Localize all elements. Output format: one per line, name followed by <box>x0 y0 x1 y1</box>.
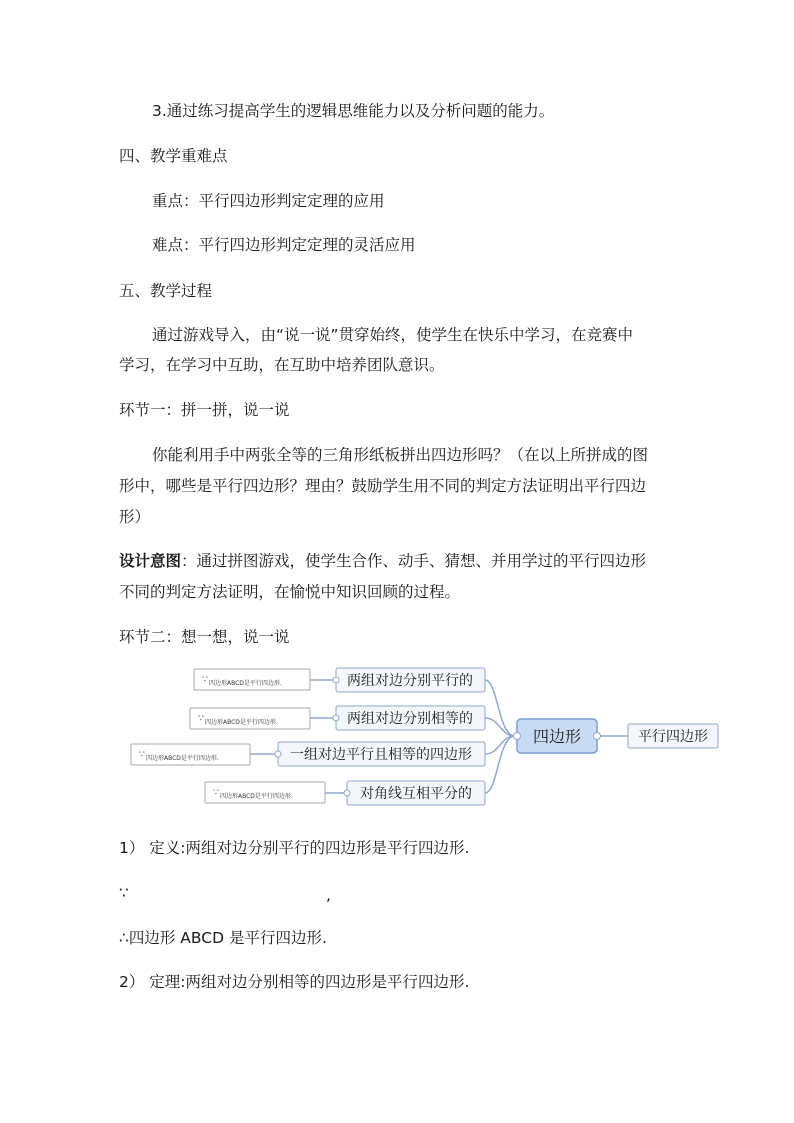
design-intent-label: 设计意图 <box>119 552 182 570</box>
branch-1-collapse-dot[interactable] <box>333 677 339 683</box>
mindmap-branch-3-label: 一组对边平行且相等的四边形 <box>290 747 472 763</box>
mindmap-note-2-text: 四边形ABCD是平行四边形. <box>205 719 278 726</box>
definition-1: 1） 定义:两组对边分别平行的四边形是平行四边形. <box>119 839 470 857</box>
mindmap-center-label: 四边形 <box>532 727 582 746</box>
note-2-because-symbol: ∵ <box>198 714 204 724</box>
mindmap-note-4-text: 四边形ABCD是平行四边形. <box>220 793 293 800</box>
mindmap-branch-2-label: 两组对边分别相等的 <box>347 711 473 727</box>
branch-4-collapse-dot[interactable] <box>344 790 350 796</box>
mindmap-note-1-text: 四边形ABCD是平行四边形. <box>209 680 282 687</box>
therefore-line: ∴四边形 ABCD 是平行四边形. <box>119 929 327 947</box>
intro-paragraph-line-1: 通过游戏导入，由“说一说”贯穿始终，使学生在快乐中学习，在竞赛中 <box>152 326 634 344</box>
step-1-heading: 环节一：拼一拼，说一说 <box>119 401 290 419</box>
mindmap-right-label: 平行四边形 <box>638 729 708 745</box>
center-collapse-dot-left[interactable] <box>514 733 521 740</box>
note-1-because-symbol: ∵ <box>202 675 208 685</box>
key-point: 重点：平行四边形判定定理的应用 <box>152 192 385 210</box>
mindmap-branch-4-label: 对角线互相平分的 <box>360 786 472 802</box>
section-5-heading: 五、教学过程 <box>119 282 213 300</box>
step-1-line-2: 形中，哪些是平行四边形？理由？鼓励学生用不同的判定方法证明出平行四边 <box>119 477 647 495</box>
objective-item-3: 3.通过练习提高学生的逻辑思维能力以及分析问题的能力。 <box>152 102 555 120</box>
connector-center-branch-3 <box>485 736 515 754</box>
because-line-comma: , <box>326 886 331 904</box>
note-4-because-symbol: ∵ <box>213 788 219 798</box>
difficult-point: 难点：平行四边形判定定理的灵活应用 <box>152 236 416 254</box>
mindmap-note-3-text: 四边形ABCD是平行四边形. <box>146 755 219 762</box>
connector-center-branch-2 <box>485 718 515 736</box>
section-4-heading: 四、教学重难点 <box>119 147 228 165</box>
because-symbol: ∵ <box>119 884 129 902</box>
intro-paragraph-line-2: 学习，在学习中互助，在互助中培养团队意识。 <box>119 356 445 374</box>
branch-2-collapse-dot[interactable] <box>333 715 339 721</box>
note-3-because-symbol: ∵ <box>139 750 145 760</box>
design-intent-line-2: 不同的判定方法证明，在愉悦中知识回顾的过程。 <box>119 583 461 601</box>
step-1-line-1: 你能利用手中两张全等的三角形纸板拼出四边形吗？（在以上所拼成的图 <box>152 446 649 464</box>
center-collapse-dot-right[interactable] <box>594 733 601 740</box>
branch-3-collapse-dot[interactable] <box>275 751 281 757</box>
step-2-heading: 环节二：想一想，说一说 <box>119 628 290 646</box>
step-1-line-3: 形） <box>119 508 151 526</box>
mindmap-branch-1-label: 两组对边分别平行的 <box>347 673 473 689</box>
design-intent-text: ：通过拼图游戏，使学生合作、动手、猜想、并用学过的平行四边形 <box>181 552 647 570</box>
theorem-2: 2） 定理:两组对边分别相等的四边形是平行四边形. <box>119 973 470 991</box>
